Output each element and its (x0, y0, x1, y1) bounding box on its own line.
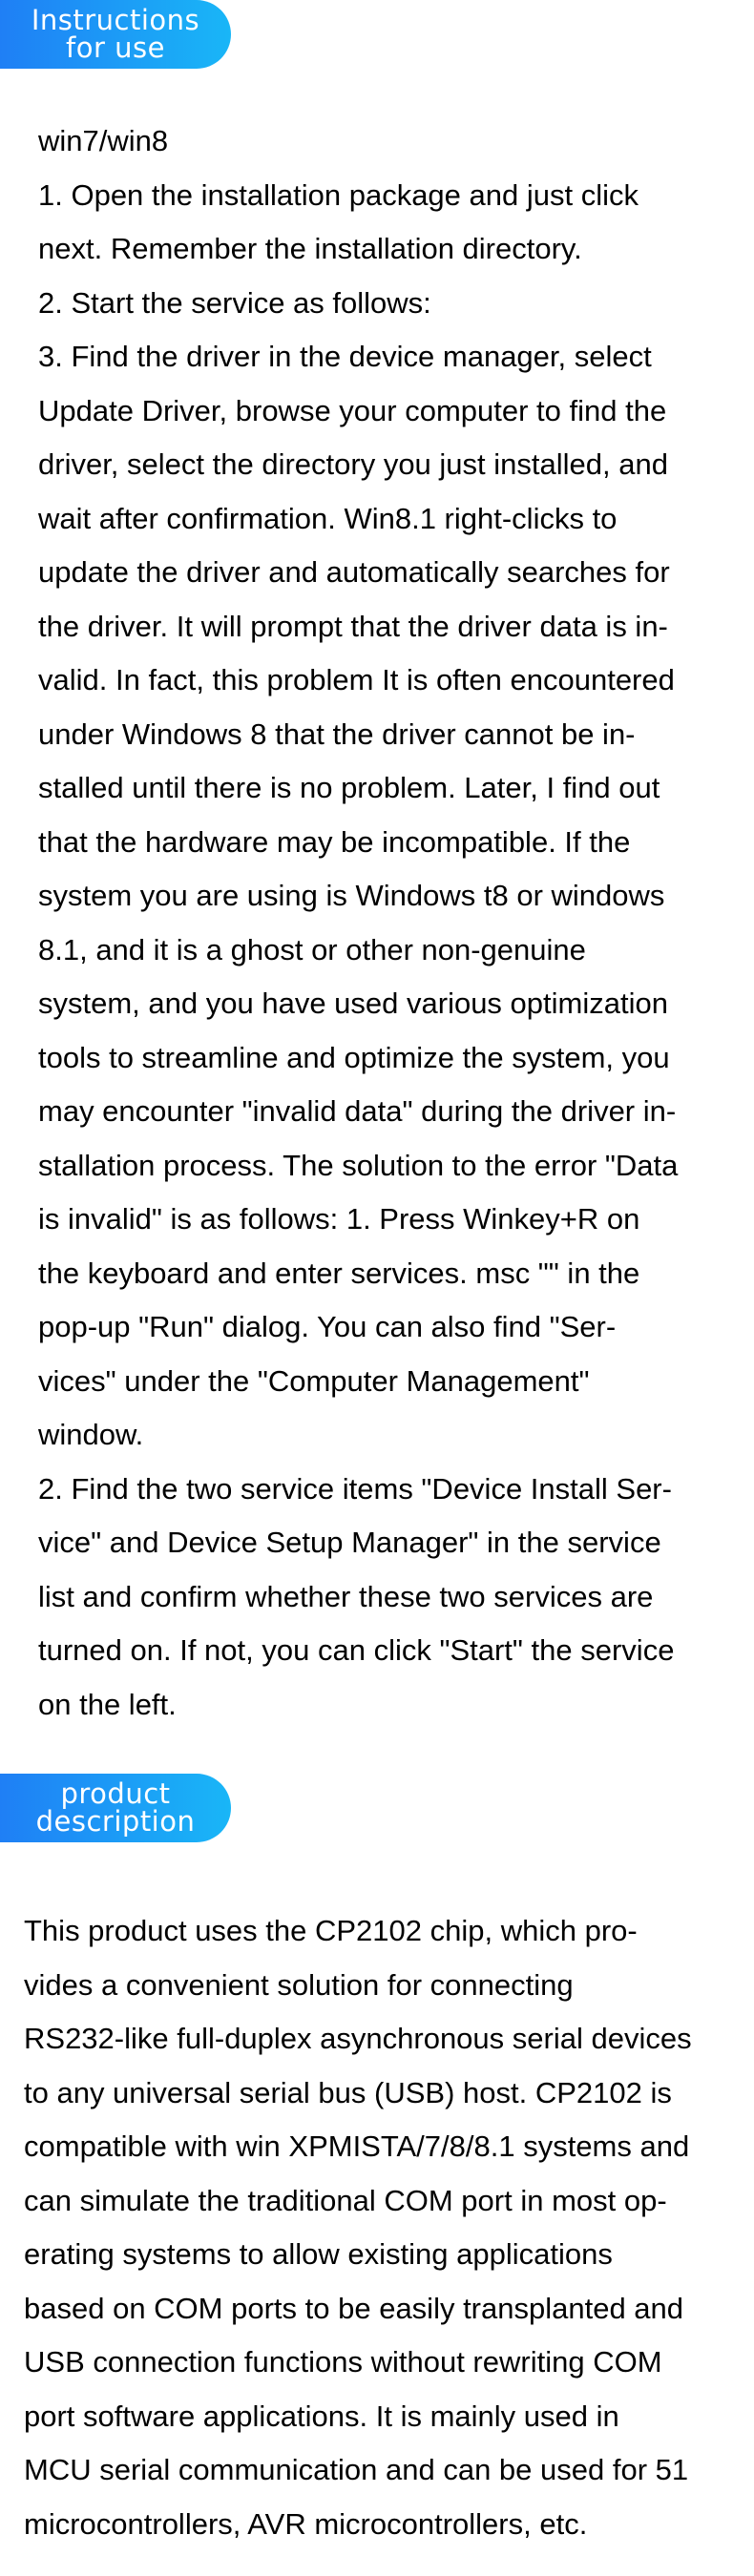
instructions-header-badge (0, 0, 231, 69)
instructions-text-line: on the left. (38, 1687, 177, 1721)
product-text-line: can simulate the traditional COM port in most op- (24, 2183, 667, 2217)
product-text-line: port software applications. It is mainly used in (24, 2399, 619, 2433)
instructions-text-line: wait after confirmation. Win8.1 right-clicks to (38, 501, 618, 535)
product-text-line: based on COM ports to be easily transplanted and (24, 2291, 684, 2325)
product-text-line: compatible with win XPMISTA/7/8/8.1 systems and (24, 2129, 690, 2163)
product-description-body (24, 1904, 692, 2551)
instructions-text-line: 2. Start the service as follows: (38, 285, 431, 320)
instructions-text-line: tools to streamline and optimize the system, you (38, 1040, 670, 1074)
instructions-text-line: that the hardware may be incompatible. If the (38, 824, 631, 859)
product-text-line: to any universal serial bus (USB) host. CP2102 is (24, 2075, 672, 2109)
instructions-text-line: may encounter "invalid data" during the driver in- (38, 1094, 677, 1128)
instructions-text-line: system you are using is Windows t8 or windows (38, 879, 665, 912)
instructions-text-line: window. (38, 1418, 144, 1451)
instructions-text-line: 1. Open the installation package and just click (38, 177, 639, 212)
instructions-text-line: Update Driver, browse your computer to find the (38, 393, 667, 427)
instructions-text-line: the driver. It will prompt that the driver data is in- (38, 609, 668, 643)
instructions-header-line-2: for use (66, 31, 165, 64)
instructions-text-line: 8.1, and it is a ghost or other non-genuine (38, 932, 586, 966)
product-description-header-badge (0, 1774, 231, 1842)
instructions-text-line: 3. Find the driver in the device manager, select (38, 340, 652, 373)
instructions-text-line: stalled until there is no problem. Later, I find out (38, 771, 660, 804)
product-header-line-2: description (35, 1805, 196, 1838)
instructions-text-line: valid. In fact, this problem It is often encountered (38, 663, 675, 696)
instructions-text-line: win7/win8 (38, 124, 169, 157)
instructions-text-line: stallation process. The solution to the error "Data (38, 1148, 679, 1182)
instructions-text-line: is invalid" is as follows: 1. Press Winkey+R on (38, 1202, 640, 1236)
product-text-line: microcontrollers, AVR microcontrollers, etc. (24, 2506, 588, 2541)
instructions-text-line: pop-up "Run" dialog. You can also find "Ser- (38, 1310, 617, 1343)
instructions-text-line: 2. Find the two service items "Device Install Ser- (38, 1471, 672, 1506)
instructions-text-line: next. Remember the installation directory. (38, 232, 582, 265)
product-text-line: This product uses the CP2102 chip, which pro- (24, 1914, 638, 1947)
instructions-text-line: list and confirm whether these two services are (38, 1579, 654, 1613)
instructions-text-line: update the driver and automatically searches for (38, 555, 670, 589)
product-text-line: MCU serial communication and can be used for 51 (24, 2453, 689, 2486)
instructions-text-line: vices" under the "Computer Management" (38, 1363, 590, 1398)
instructions-text-line: vice" and Device Setup Manager" in the service (38, 1526, 661, 1559)
product-text-line: USB connection functions without rewriting COM (24, 2345, 662, 2379)
instructions-text-line: under Windows 8 that the driver cannot be in- (38, 717, 636, 751)
instructions-text-line: turned on. If not, you can click "Start" the service (38, 1633, 675, 1667)
product-text-line: erating systems to allow existing applications (24, 2237, 613, 2271)
instructions-header-line-1: Instructions (31, 4, 200, 36)
product-header-line-1: product (60, 1777, 171, 1810)
instructions-text-line: the keyboard and enter services. msc "" in the (38, 1256, 640, 1290)
instructions-body (38, 114, 678, 1732)
instructions-text-line: driver, select the directory you just installed, and (38, 447, 668, 481)
product-text-line: RS232-like full-duplex asynchronous serial devices (24, 2022, 692, 2055)
instructions-text-line: system, and you have used various optimization (38, 987, 668, 1020)
product-text-line: vides a convenient solution for connecting (24, 1967, 574, 2002)
